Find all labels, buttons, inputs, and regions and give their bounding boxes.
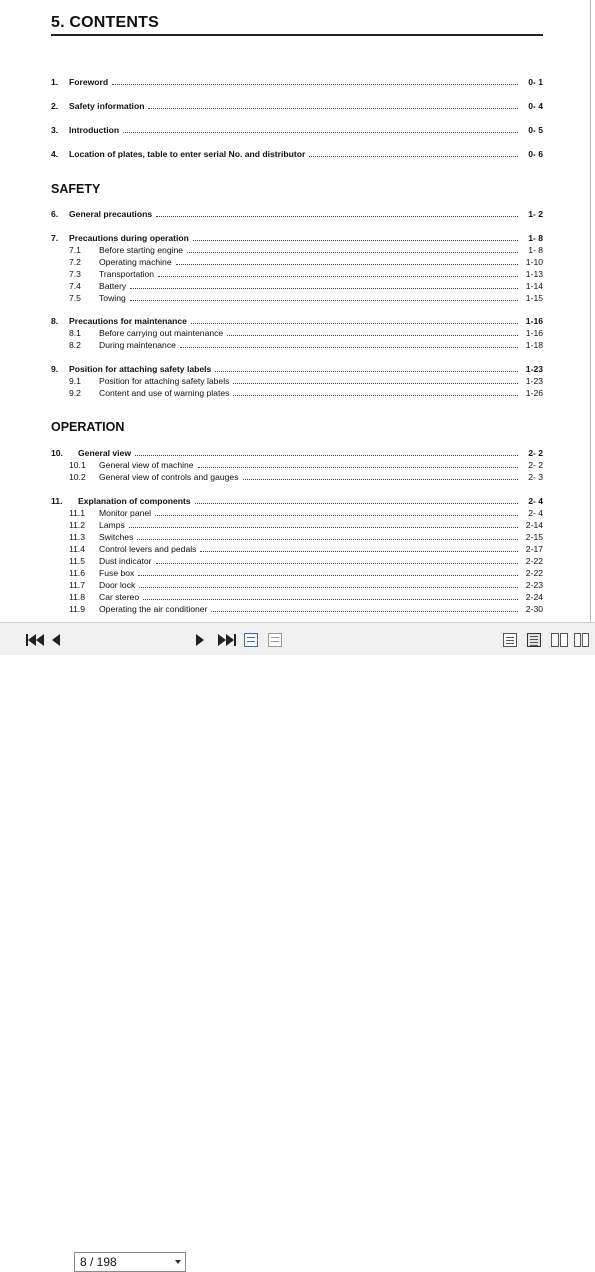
dot-leader xyxy=(129,519,518,528)
entry-number: 8.1 xyxy=(69,328,81,338)
entry-title: Precautions for maintenance xyxy=(69,316,187,326)
dot-leader xyxy=(233,375,518,384)
entry-page: 2-22 xyxy=(525,568,543,578)
page-number-field[interactable] xyxy=(74,1252,186,1272)
previous-view-icon xyxy=(244,633,258,647)
entry-title: Lamps xyxy=(99,520,125,530)
entry-number: 6. xyxy=(51,209,59,219)
dot-leader xyxy=(233,387,518,396)
facing-pages-view-button[interactable] xyxy=(551,631,568,649)
dot-leader xyxy=(195,495,518,504)
toc-entry[interactable] xyxy=(51,100,543,112)
entry-title: Content and use of warning plates xyxy=(99,388,230,398)
dot-leader xyxy=(243,471,519,480)
entry-title: Before starting engine xyxy=(99,245,184,255)
entry-title: General view of controls and gauges xyxy=(99,472,239,482)
entry-page: 1-23 xyxy=(525,376,543,386)
entry-page: 1-10 xyxy=(525,257,543,267)
entry-title: Transportation xyxy=(99,269,155,279)
entry-number: 8.2 xyxy=(69,340,81,350)
dot-leader xyxy=(187,244,518,253)
toc-entry[interactable] xyxy=(51,124,543,136)
entry-title: Location of plates, table to enter serial No. and distributor xyxy=(69,149,306,159)
entry-page: 2- 4 xyxy=(528,508,543,518)
entry-number: 2. xyxy=(51,101,59,111)
entry-page: 1-23 xyxy=(525,364,543,374)
next-page-icon xyxy=(196,634,204,646)
entry-page: 2-24 xyxy=(525,592,543,602)
dot-leader xyxy=(158,268,518,277)
entry-page: 2- 3 xyxy=(528,472,543,482)
dot-leader xyxy=(180,339,518,348)
toc-subentry[interactable] xyxy=(51,555,543,567)
toc-subentry[interactable] xyxy=(51,591,543,603)
prev-page-icon xyxy=(52,634,60,646)
page-indicator: 8 / 198 xyxy=(80,1255,117,1269)
entry-page: 2-17 xyxy=(525,544,543,554)
toc-subentry[interactable] xyxy=(51,603,543,615)
toc-entry[interactable] xyxy=(51,232,543,244)
toc-entry[interactable] xyxy=(51,315,543,327)
entry-number: 11.5 xyxy=(69,556,86,566)
dot-leader xyxy=(227,327,518,336)
entry-number: 3. xyxy=(51,125,59,135)
continuous-facing-icon xyxy=(574,633,589,647)
entry-title: Battery xyxy=(99,281,127,291)
toc-subentry[interactable] xyxy=(51,579,543,591)
entry-number: 11.6 xyxy=(69,568,86,578)
entry-title: Before carrying out maintenance xyxy=(99,328,224,338)
toc-entry[interactable] xyxy=(51,208,543,220)
entry-title: Precautions during operation xyxy=(69,233,189,243)
entry-page: 0- 6 xyxy=(528,149,543,159)
entry-title: Explanation of components xyxy=(78,496,191,506)
dot-leader xyxy=(156,555,518,564)
toc-subentry[interactable] xyxy=(51,280,543,292)
entry-title: Door lock xyxy=(99,580,136,590)
entry-page: 2-23 xyxy=(525,580,543,590)
toc-subentry[interactable] xyxy=(51,507,543,519)
dot-leader xyxy=(155,507,518,516)
toc-subentry[interactable] xyxy=(51,543,543,555)
dot-leader xyxy=(130,292,518,301)
dot-leader xyxy=(143,591,518,600)
entry-number: 10.2 xyxy=(69,472,86,482)
entry-number: 4. xyxy=(51,149,59,159)
facing-pages-icon xyxy=(551,633,568,647)
toc-subentry[interactable] xyxy=(51,375,543,387)
toc-subentry[interactable] xyxy=(51,292,543,304)
continuous-page-icon xyxy=(527,633,541,647)
entry-number: 7.1 xyxy=(69,245,81,255)
entry-title: Operating machine xyxy=(99,257,172,267)
entry-page: 1-16 xyxy=(525,328,543,338)
entry-page: 1-18 xyxy=(525,340,543,350)
entry-page: 0- 1 xyxy=(528,77,543,87)
entry-page: 1-15 xyxy=(525,293,543,303)
chevron-down-icon[interactable] xyxy=(175,1260,181,1264)
entry-page: 2- 2 xyxy=(528,460,543,470)
entry-title: Position for attaching safety labels xyxy=(69,364,212,374)
entry-number: 7.2 xyxy=(69,257,81,267)
entry-title: Introduction xyxy=(69,125,120,135)
dot-leader xyxy=(191,315,518,324)
toc-subentry[interactable] xyxy=(51,339,543,351)
dot-leader xyxy=(123,124,518,133)
entry-page: 2-22 xyxy=(525,556,543,566)
entry-title: Fuse box xyxy=(99,568,135,578)
entry-number: 11.7 xyxy=(69,580,86,590)
entry-title: Dust indicator xyxy=(99,556,152,566)
entry-number: 11.9 xyxy=(69,604,86,614)
page-edge xyxy=(590,0,591,622)
first-page-button[interactable] xyxy=(26,631,44,649)
dot-leader xyxy=(198,459,518,468)
page-title: 5. CONTENTS xyxy=(51,14,159,31)
entry-page: 1-13 xyxy=(525,269,543,279)
toc-entry[interactable] xyxy=(51,76,543,88)
entry-number: 1. xyxy=(51,77,59,87)
dot-leader xyxy=(156,208,518,217)
single-page-view-button[interactable] xyxy=(503,631,517,649)
toc-subentry[interactable] xyxy=(51,531,543,543)
entry-number: 7. xyxy=(51,233,59,243)
next-page-button[interactable] xyxy=(196,631,204,649)
entry-number: 10.1 xyxy=(69,460,86,470)
entry-number: 9.2 xyxy=(69,388,81,398)
dot-leader xyxy=(139,579,518,588)
toc-subentry[interactable] xyxy=(51,567,543,579)
entry-title: Monitor panel xyxy=(99,508,152,518)
dot-leader xyxy=(148,100,518,109)
toc-subentry[interactable] xyxy=(51,327,543,339)
entry-page: 1- 2 xyxy=(528,209,543,219)
last-page-button[interactable] xyxy=(218,631,236,649)
continuous-page-view-button[interactable] xyxy=(527,631,541,649)
section-heading: OPERATION xyxy=(51,420,125,434)
toc-subentry[interactable] xyxy=(51,268,543,280)
entry-page: 2-15 xyxy=(525,532,543,542)
entry-number: 9. xyxy=(51,364,59,374)
entry-number: 7.5 xyxy=(69,293,81,303)
prev-page-button[interactable] xyxy=(52,631,60,649)
dot-leader xyxy=(215,363,518,372)
entry-title: General view xyxy=(78,448,132,458)
dot-leader xyxy=(138,567,518,576)
entry-title: Safety information xyxy=(69,101,145,111)
entry-page: 2- 4 xyxy=(528,496,543,506)
toc-subentry[interactable] xyxy=(51,244,543,256)
toc-subentry[interactable] xyxy=(51,459,543,471)
entry-number: 11. xyxy=(51,496,63,506)
entry-page: 2- 2 xyxy=(528,448,543,458)
last-page-icon xyxy=(218,634,236,646)
entry-number: 10. xyxy=(51,448,63,458)
entry-number: 9.1 xyxy=(69,376,81,386)
previous-view-button[interactable] xyxy=(244,631,258,649)
entry-page: 0- 4 xyxy=(528,101,543,111)
entry-number: 8. xyxy=(51,316,59,326)
toc-subentry[interactable] xyxy=(51,387,543,399)
entry-number: 11.1 xyxy=(69,508,86,518)
toc-entry[interactable] xyxy=(51,495,543,507)
entry-number: 11.3 xyxy=(69,532,86,542)
dot-leader xyxy=(137,531,518,540)
toc-entry[interactable] xyxy=(51,447,543,459)
toc-subentry[interactable] xyxy=(51,256,543,268)
entry-page: 2-30 xyxy=(525,604,543,614)
entry-title: Towing xyxy=(99,293,126,303)
entry-page: 1-26 xyxy=(525,388,543,398)
dot-leader xyxy=(112,76,518,85)
dot-leader xyxy=(130,280,518,289)
entry-number: 11.8 xyxy=(69,592,86,602)
entry-page: 1-16 xyxy=(525,316,543,326)
toc-entry[interactable] xyxy=(51,148,543,160)
entry-number: 11.2 xyxy=(69,520,86,530)
toc-subentry[interactable] xyxy=(51,519,543,531)
first-page-icon xyxy=(26,634,44,646)
entry-title: General view of machine xyxy=(99,460,194,470)
entry-title: Car stereo xyxy=(99,592,140,602)
next-view-button[interactable] xyxy=(268,631,282,649)
toc-entry[interactable] xyxy=(51,363,543,375)
entry-number: 11.4 xyxy=(69,544,86,554)
entry-title: Foreword xyxy=(69,77,109,87)
title-rule xyxy=(51,34,543,36)
toc-subentry[interactable] xyxy=(51,471,543,483)
continuous-facing-view-button[interactable] xyxy=(574,631,589,649)
dot-leader xyxy=(135,447,518,456)
entry-page: 1- 8 xyxy=(528,245,543,255)
entry-page: 1- 8 xyxy=(528,233,543,243)
viewer-toolbar xyxy=(0,622,595,1269)
dot-leader xyxy=(200,543,518,552)
entry-title: Control levers and pedals xyxy=(99,544,197,554)
entry-title: Switches xyxy=(99,532,134,542)
section-heading: SAFETY xyxy=(51,182,101,196)
entry-page: 0- 5 xyxy=(528,125,543,135)
document-page xyxy=(0,0,595,622)
entry-number: 7.3 xyxy=(69,269,81,279)
next-view-icon xyxy=(268,633,282,647)
entry-page: 1-14 xyxy=(525,281,543,291)
single-page-icon xyxy=(503,633,517,647)
entry-title: Operating the air conditioner xyxy=(99,604,208,614)
dot-leader xyxy=(211,603,518,612)
dot-leader xyxy=(176,256,518,265)
dot-leader xyxy=(309,148,518,157)
entry-number: 7.4 xyxy=(69,281,81,291)
entry-title: During maintenance xyxy=(99,340,176,350)
entry-title: Position for attaching safety labels xyxy=(99,376,230,386)
entry-title: General precautions xyxy=(69,209,153,219)
entry-page: 2-14 xyxy=(525,520,543,530)
dot-leader xyxy=(193,232,518,241)
